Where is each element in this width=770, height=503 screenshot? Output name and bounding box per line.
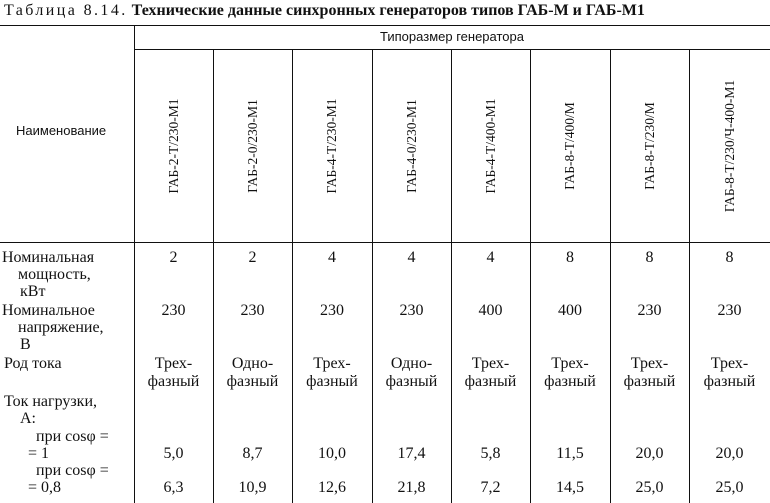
table-cell: 8 xyxy=(566,249,574,266)
row-label-cos1: при cosφ = xyxy=(36,428,109,445)
model-header: ГАБ-4-Т/400-М1 xyxy=(482,98,498,194)
table-cell: 6,3 xyxy=(163,479,184,496)
table-cell: 5,0 xyxy=(163,445,184,462)
table-cell: 10,0 xyxy=(318,445,346,462)
table-number: Таблица 8.14. xyxy=(4,2,128,19)
row-label-voltage: напряжение, xyxy=(18,319,104,336)
row-label-power: Номинальная xyxy=(2,249,95,266)
table-cell: 8,7 xyxy=(242,445,263,462)
header-bottom-rule xyxy=(0,242,770,243)
column-divider xyxy=(530,49,531,503)
table-cell: 14,5 xyxy=(556,479,584,496)
table-cell: фазный xyxy=(464,373,517,390)
table-cell: 25,0 xyxy=(715,479,744,496)
table-cell: фазный xyxy=(703,373,756,390)
table-cell: 400 xyxy=(558,302,582,319)
table-cell: Трех- xyxy=(154,355,193,372)
table-cell: Трех- xyxy=(630,355,669,372)
row-label-voltage: В xyxy=(20,336,31,353)
table-cell: 7,2 xyxy=(480,479,501,496)
table-cell: 8 xyxy=(725,249,734,266)
table-cell: Трех- xyxy=(471,355,510,372)
table-cell: 400 xyxy=(478,302,503,319)
table-title: Технические данные синхронных генераторов типов ГАБ-М и ГАБ-М1 xyxy=(131,2,645,19)
row-label-load-current: Ток нагрузки, xyxy=(4,393,98,410)
table-cell: фазный xyxy=(385,373,438,390)
table-cell: фазный xyxy=(226,373,279,390)
table-cell: фазный xyxy=(544,373,596,390)
table-cell: 230 xyxy=(161,302,186,319)
table-cell: фазный xyxy=(623,373,676,390)
table-cell: фазный xyxy=(147,373,200,390)
table-cell: 230 xyxy=(717,302,742,319)
table-cell: 20,0 xyxy=(715,445,744,462)
row-label-voltage: Номинальное xyxy=(2,302,95,319)
table-cell: 4 xyxy=(407,249,416,266)
model-header: ГАБ-2-Т/230-М1 xyxy=(165,98,181,194)
table-cell: 4 xyxy=(486,249,495,266)
table-cell: Трех- xyxy=(551,355,589,372)
table-caption xyxy=(4,2,768,24)
column-divider xyxy=(451,49,452,503)
table-cell: 11,5 xyxy=(556,445,584,462)
model-header: ГАБ-4-0/230-М1 xyxy=(403,99,419,193)
table-cell: 230 xyxy=(637,302,662,319)
table-cell: 20,0 xyxy=(635,445,664,462)
table-cell: 10,9 xyxy=(238,479,267,496)
table-cell: 17,4 xyxy=(397,445,426,462)
table-cell: 2 xyxy=(248,249,257,266)
table-cell: 8 xyxy=(645,249,654,266)
group-rule xyxy=(134,49,770,50)
model-header: ГАБ-4-Т/230-М1 xyxy=(324,98,339,194)
column-group-header: Типоразмер генератора xyxy=(380,29,524,44)
table-cell: 230 xyxy=(240,302,265,319)
row-label-cos08: при cosφ = xyxy=(36,462,109,479)
row-label-cos08: = 0,8 xyxy=(28,479,62,496)
table-cell: фазный xyxy=(306,373,358,390)
table-cell: 230 xyxy=(399,302,424,319)
row-label-power: кВт xyxy=(20,283,46,300)
model-header: ГАБ-2-0/230-М1 xyxy=(244,99,260,193)
table-cell: 25,0 xyxy=(635,479,664,496)
table-cell: 2 xyxy=(169,249,178,266)
row-label-current-type: Род тока xyxy=(4,355,62,372)
column-header-name: Наименование xyxy=(16,123,107,138)
row-label-load-current: А: xyxy=(20,410,36,427)
row-label-cos1: = 1 xyxy=(28,445,50,462)
column-divider xyxy=(372,49,373,503)
table-cell: 5,8 xyxy=(480,445,501,462)
table-cell: Одно- xyxy=(390,355,433,372)
table-cell: Трех- xyxy=(313,355,351,372)
model-header: ГАБ-8-Т/230/Ч-400-М1 xyxy=(721,79,737,213)
column-divider xyxy=(292,49,293,503)
model-header: ГАБ-8-Т/230/М xyxy=(641,102,657,190)
table-cell: 12,6 xyxy=(318,479,346,496)
model-header: ГАБ-8-Т/400/М xyxy=(562,102,577,190)
table-cell: Одно- xyxy=(231,355,274,372)
table-cell: 230 xyxy=(320,302,344,319)
column-divider xyxy=(213,49,214,503)
row-label-power: мощность, xyxy=(18,266,91,283)
table-cell: 21,8 xyxy=(397,479,426,496)
column-divider xyxy=(689,49,690,503)
table-cell: Трех- xyxy=(710,355,749,372)
top-rule xyxy=(0,25,770,26)
column-divider xyxy=(610,49,611,503)
table-cell: 4 xyxy=(328,249,336,266)
